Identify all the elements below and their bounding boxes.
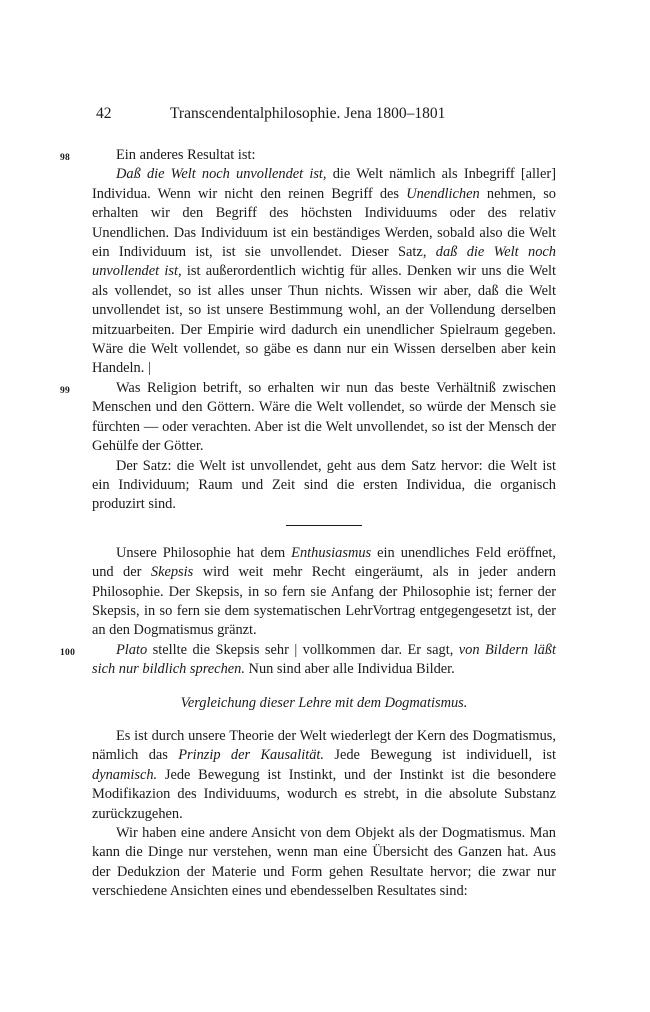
text-run: ist außerordentlich wichtig für alles. Denken wir uns die Welt als vollendet, so ist alles unser Thun nichts. Wissen wir aber, daß die Welt unvollendet ist, so ist unsere Bestimmung wohl, an der Vollendung derselben mitzuarbeiten. Der Empirie wird dadurch ein unendlicher Spielraum gegeben. Wäre die Welt vollendet, so gäbe es dann nur ein Wissen derselben aber kein Handeln. |: [92, 263, 556, 377]
text-run: Jede Bewegung ist Instinkt, und der Instinkt ist die besondere Modifikazion des Individuums, wodurch es strebt, in die absolute Substanz zurückzugehen.: [92, 766, 556, 822]
emphasis-unendlichen: Unendlichen: [406, 185, 480, 202]
section-heading: Vergleichung dieser Lehre mit dem Dogmatismus.: [180, 694, 468, 711]
text-run: Nun sind aber alle Individua Bilder.: [244, 661, 455, 678]
text-run: die Welt nämlich als Inbegriff [aller] Individua. Wenn wir nicht den reinen Begriff des: [92, 166, 557, 202]
running-title: Transcendentalphilosophie. Jena 1800–1801: [170, 105, 446, 122]
page-number: 42: [96, 105, 112, 122]
paragraph-2: [92, 165, 556, 378]
margin-number-100: 100: [60, 647, 76, 658]
paragraph-1-text: Ein anderes Resultat ist:: [116, 147, 256, 163]
text-run: stellte die Skepsis sehr | vollkommen dar. Er sagt,: [147, 641, 459, 658]
emphasis-quote: von Bildern läßt sich nur bildlich sprechen.: [92, 641, 556, 678]
emphasis-thesis-repeat: daß die Welt noch unvollendet ist,: [92, 244, 556, 280]
paragraph-5: [92, 544, 556, 641]
text-run: Jede Bewegung ist individuell, ist: [324, 747, 556, 764]
emphasis-dynamisch: dynamisch.: [92, 766, 158, 783]
paragraph-6: [60, 641, 556, 680]
paragraph-4-text: Der Satz: die Welt ist unvollendet, geht aus dem Satz hervor: die Welt ist ein Individuum; Raum und Zeit sind die ersten Individua, die organisch produzirt sind.: [92, 457, 556, 513]
text-run: wird weit mehr Recht eingeräumt, als in jeder andern Philosophie. Der Skepsis, in so fern sie Anfang der Philosophie ist; ferner der Skepsis, in so fern sie dem systematischen LehrVortrag entgegengesetzt ist, der an den Dogmatismus gränzt.: [92, 564, 557, 639]
paragraph-7: [92, 727, 556, 824]
emphasis-enthusiasmus: Enthusiasmus: [291, 544, 372, 561]
page-body: [60, 146, 557, 902]
paragraph-8-text: Wir haben eine andere Ansicht von dem Objekt als der Dogmatismus. Man kann die Dinge nur verstehen, wenn man eine Übersicht des Ganzen hat. Aus der Dedukzion der Materie und Form gehen Resultate hervor; die zwar nur verschiedene Ansichten eines und ebendesselben Resultates sind:: [92, 825, 556, 900]
text-run: Unsere Philosophie hat dem: [116, 544, 292, 561]
margin-number-99: 99: [60, 385, 71, 396]
emphasis-thesis: Daß die Welt noch unvollendet ist,: [116, 166, 327, 183]
paragraph-3-text: Was Religion betrift, so erhalten wir nun das beste Verhältniß zwischen Menschen und den Göttern. Wäre die Welt vollendet, so würde der Mensch sie fürchten — oder verachten. Aber ist die Welt unvollendet, so ist der Mensch der Gehülfe der Götter.: [92, 379, 556, 455]
emphasis-plato: Plato: [116, 641, 148, 658]
margin-number-98: 98: [60, 153, 71, 163]
text-run: nehmen, so erhalten wir den Begriff des höchsten Individuums oder des relativ Unendlichen. Das Individuum ist ein beständiges Werden, sobald also die Welt ein Individuum ist, ist sie unvollendet. Dieser Satz,: [92, 185, 556, 261]
running-header: [96, 104, 476, 124]
emphasis-skepsis: Skepsis: [150, 564, 194, 581]
emphasis-kausalitaet: Prinzip der Kausalität.: [178, 747, 325, 764]
paragraph-3: [60, 379, 556, 457]
paragraph-8: [92, 824, 556, 902]
text-run: Es ist durch unsere Theorie der Welt wiederlegt der Kern des Dogmatismus, nämlich das: [92, 727, 556, 764]
paragraph-1: [60, 146, 556, 165]
section-divider: [286, 525, 362, 526]
text-run: ein unendliches Feld eröffnet, und der: [92, 544, 557, 581]
paragraph-4: [92, 457, 556, 515]
